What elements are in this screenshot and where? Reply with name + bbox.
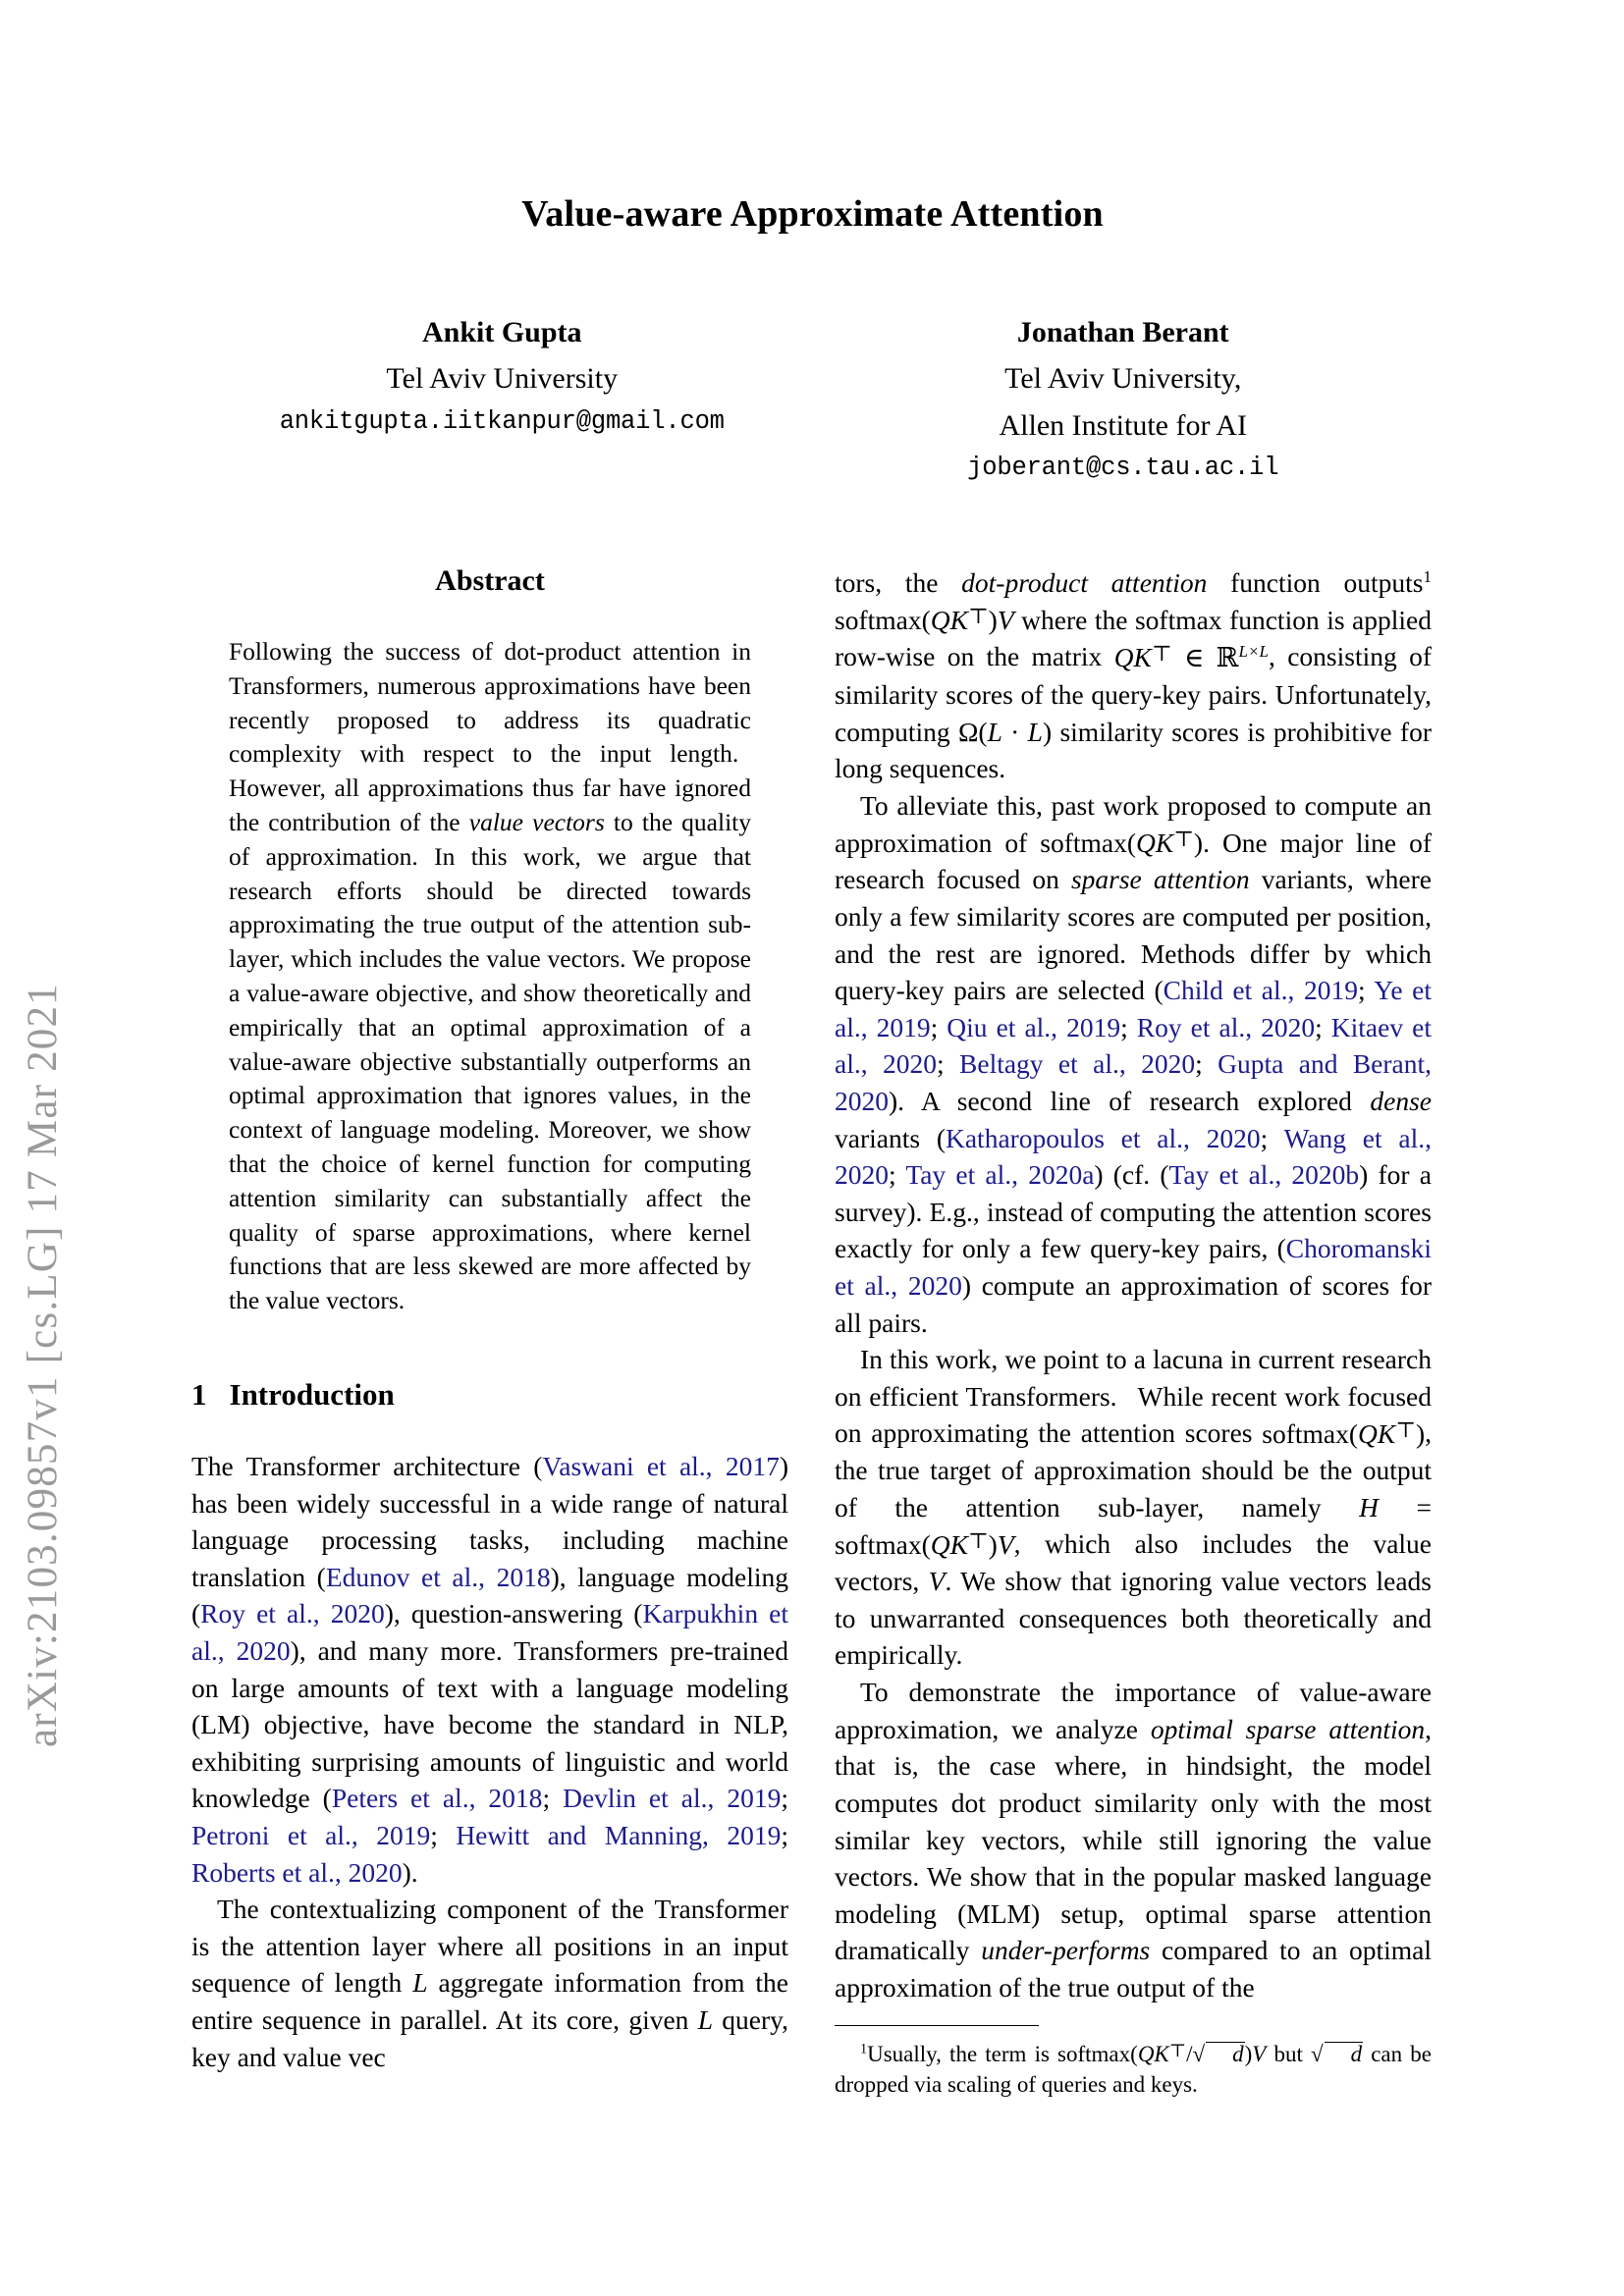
citation-roy-2020-b[interactable]: Roy et al., 2020 (1136, 1011, 1316, 1042)
citation-roberts-2020[interactable]: Roberts et al., 2020 (191, 1856, 403, 1888)
citation-choromanski-2020[interactable]: Choromanski et al., 2020 (835, 1233, 1432, 1302)
footnote-marker[interactable]: 1 (1423, 566, 1432, 586)
citation-petroni-2019[interactable]: Petroni et al., 2019 (191, 1820, 431, 1851)
citation-roy-2020[interactable]: Roy et al., 2020 (200, 1598, 385, 1629)
emphasis-optimal-sparse-attention: optimal sparse attention (1150, 1713, 1426, 1744)
emphasis-dot-product-attention: dot-product attention (961, 567, 1208, 598)
footnote-number: 1 (860, 2041, 868, 2057)
citation-devlin-2019[interactable]: Devlin et al., 2019 (563, 1783, 782, 1814)
author-block (191, 309, 1434, 488)
citation-hewitt-manning-2019[interactable]: Hewitt and Manning, 2019 (456, 1820, 782, 1851)
author-name: Ankit Gupta (421, 316, 582, 348)
paragraph-intro-4: In this work, we point to a lacuna in current research on efficient Transformers. While recent work focused on approximating the attention scores softmax(QK⊤), the true target of approximation should be the output of the attention sub-layer, namely H = softmax(QK⊤)V, which also includes the value vectors, V. We show that ignoring value vectors leads to unwarranted consequences both theoretically and empirically. (835, 1344, 1432, 1671)
paragraph-intro-2-cont: tors, the dot-product attention function outputs$^1$ softmax(QK⊤)V where the softmax function is applied row-wise on the matrix QK⊤ ∈ ℝ$^{L\times L}$, consisting of similarity scores of the query-key pairs. Unfortunately, computing Ω(L · L) similarity scores is prohibitive for long sequences. (835, 566, 1433, 784)
author-email[interactable]: ankitgupta.iitkanpur@gmail.com (279, 406, 725, 436)
citation-peters-2018[interactable]: Peters et al., 2018 (331, 1783, 543, 1814)
math-softmax-qk-2: softmax(QK⊤) (1262, 1416, 1426, 1449)
author-email[interactable]: joberant@cs.tau.ac.il (967, 454, 1279, 483)
footnote-text: $^1$Usually, the term is softmax(QK⊤/√ d)V but √ d can be dropped via scaling of queries and keys. (835, 2041, 1432, 2097)
paragraph-intro-2: The contextualizing component of the Transformer is the attention layer where all positions in an input sequence of length L aggregate information from the entire sequence in parallel. At its core, given L query, key and value vec (191, 1894, 789, 2072)
emphasis-sparse-attention: sparse attention (1070, 864, 1250, 895)
section-number: 1 (191, 1376, 207, 1412)
abstract-text: Following the success of dot-product attention in Transformers, numerous approximations have been recently proposed to address its quadratic complexity with respect to the input length. However, all approximations thus far have ignored the contribution of the value vectors to the quality of approximation. In this work, we argue that research efforts should be directed towards approximating the true output of the attention sub-layer, which includes the value vectors. We propose a value-aware objective, and show theoretically and empirically that an optimal approximation of a value-aware objective substantially outperforms an optimal approximation that ignores values, in the context of language modeling. Moreover, we show that the choice of kernel function for computing attention similarity can substantially affect the quality of sparse approximations, where kernel functions that are less skewed are more affected by the value vectors. (229, 637, 751, 1315)
emphasis-value-vectors: value vectors (468, 807, 605, 836)
column-left (191, 564, 788, 2075)
section-heading-introduction (191, 1377, 788, 1413)
citation-katharopoulos-2020[interactable]: Katharopoulos et al., 2020 (945, 1122, 1261, 1153)
abstract-heading: Abstract (435, 564, 545, 597)
author-affiliation: Tel Aviv University (386, 362, 619, 396)
section-title: Introduction (229, 1376, 395, 1412)
math-qk-matrix: QK⊤ ∈ ℝ$^{L\times L}$ (1113, 640, 1269, 673)
emphasis-dense: dense (1370, 1086, 1432, 1116)
author-entry-2 (813, 309, 1435, 488)
citation-beltagy-2020[interactable]: Beltagy et al., 2020 (959, 1048, 1196, 1080)
author-entry-1 (191, 309, 813, 488)
arxiv-stamp: arXiv:2103.09857v1 [cs.LG] 17 Mar 2021 (19, 983, 66, 1747)
footnote-rule (835, 2025, 1039, 2026)
citation-tay-2020b[interactable]: Tay et al., 2020b (1168, 1159, 1360, 1191)
math-sqrt-d: √ d (1310, 2042, 1363, 2067)
page-title: Value-aware Approximate Attention (521, 193, 1104, 235)
citation-gupta-berant-2020[interactable]: Gupta and Berant, 2020 (835, 1048, 1433, 1116)
paragraph-intro-5: To demonstrate the importance of value-aware approximation, we analyze optimal sparse attention, that is, the case where, in hindsight, the model computes dot product similarity only with the most similar key vectors, while still ignoring the value vectors. We show that in the popular masked language modeling (MLM) setup, optimal sparse attention dramatically under-performs compared to an optimal approximation of the true output of the (835, 1677, 1433, 2002)
paragraph-intro-1: The Transformer architecture (Vaswani et al., 2017) has been widely successful in a wide range of natural language processing tasks, including machine translation (Edunov et al., 2018), language modeling (Roy et al., 2020), question-answering (Karpukhin et al., 2020), and many more. Transformers pre-trained on large amounts of text with a language modeling (LM) objective, have become the standard in NLP, exhibiting surprising amounts of linguistic and world knowledge (Peters et al., 2018; Devlin et al., 2019; Petroni et al., 2019; Hewitt and Manning, 2019; Roberts et al., 2020). (191, 1450, 789, 1888)
citation-ye-2019[interactable]: Ye et al., 2019 (835, 975, 1432, 1042)
citation-child-2019[interactable]: Child et al., 2019 (1163, 975, 1358, 1006)
footnote-block (835, 2025, 1432, 2100)
math-softmax: softmax (1134, 604, 1222, 635)
citation-karpukhin-2020[interactable]: Karpukhin et al., 2020 (191, 1598, 788, 1666)
math-softmax-qkv: softmax(QK⊤)V (835, 603, 1014, 635)
column-right (835, 564, 1432, 2006)
author-affiliation: Allen Institute for AI (999, 408, 1247, 442)
citation-kitaev-2020[interactable]: Kitaev et al., 2020 (835, 1011, 1432, 1080)
citation-tay-2020a[interactable]: Tay et al., 2020a (905, 1159, 1095, 1191)
title-block (191, 191, 1434, 239)
author-name: Jonathan Berant (1016, 316, 1229, 348)
citation-vaswani-2017[interactable]: Vaswani et al., 2017 (542, 1450, 780, 1481)
citation-qiu-2019[interactable]: Qiu et al., 2019 (947, 1011, 1121, 1042)
math-L: L (697, 2004, 714, 2036)
author-affiliation: Tel Aviv University, (1004, 362, 1242, 396)
math-L: L (412, 1967, 428, 1999)
citation-wang-2020[interactable]: Wang et al., 2020 (835, 1122, 1432, 1191)
math-V: V (928, 1566, 946, 1597)
math-H-equation: H = softmax(QK⊤)V (835, 1491, 1432, 1560)
math-softmax-qk: softmax(QK⊤) (1040, 826, 1204, 858)
math-omega-complexity: Ω(L · L) (957, 716, 1053, 747)
paragraph-intro-3: To alleviate this, past work proposed to compute an approximation of softmax(QK⊤). One major line of research focused on sparse attention variants, where only a few similarity scores are computed per position, and the rest are ignored. Methods differ by which query-key pairs are selected (Child et al., 2019; Ye et al., 2019; Qiu et al., 2019; Roy et al., 2020; Kitaev et al., 2020; Beltagy et al., 2020; Gupta and Berant, 2020). A second line of research explored dense variants (Katharopoulos et al., 2020; Wang et al., 2020; Tay et al., 2020a) (cf. (Tay et al., 2020b) for a survey). E.g., instead of computing the attention scores exactly for only a few query-key pairs, (Choromanski et al., 2020) compute an approximation of scores for all pairs. (835, 789, 1433, 1338)
citation-edunov-2018[interactable]: Edunov et al., 2018 (325, 1561, 551, 1592)
math-footnote-softmax: softmax(QK⊤/√ d)V (1057, 2041, 1267, 2067)
emphasis-under-performs: under-performs (981, 1935, 1151, 1966)
